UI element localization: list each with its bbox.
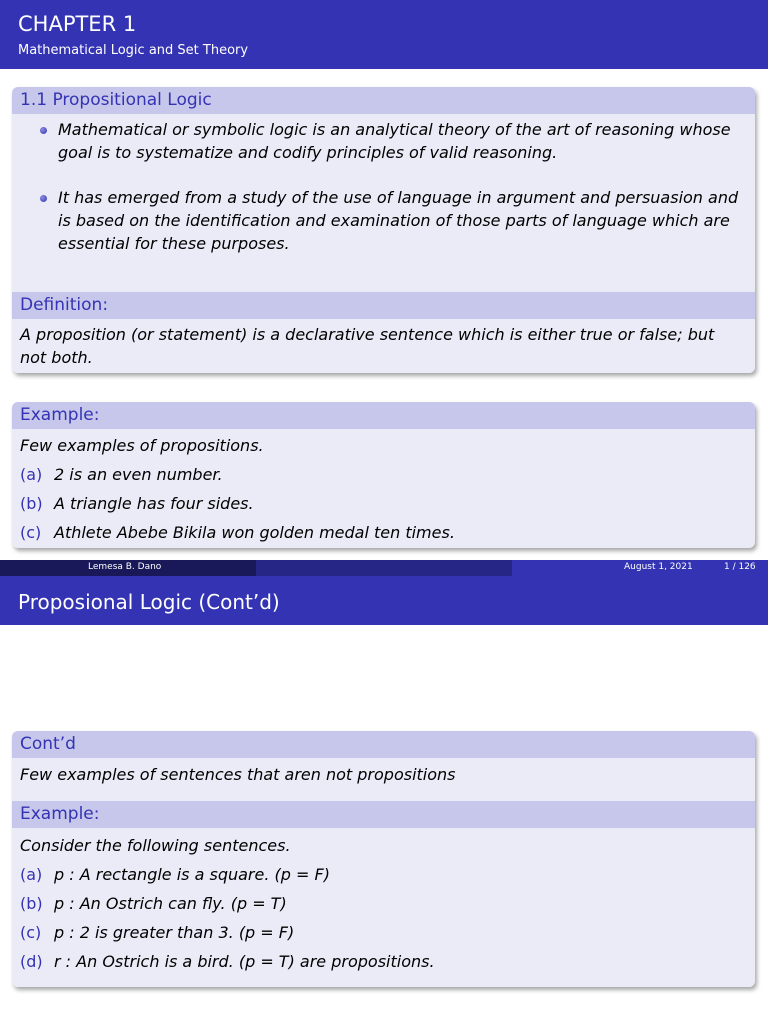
footer-author: Lemesa B. Dano xyxy=(88,562,162,572)
example-item: (b) A triangle has four sides. xyxy=(20,494,254,513)
bullet-item: It has emerged from a study of the use of language in argument and persuasion and is based on the identification and examination of those parts of language which are essential for these purposes. xyxy=(20,186,743,255)
contd-text: Few examples of sentences that aren not propositions xyxy=(20,765,456,784)
block-title: 1.1 Propositional Logic xyxy=(12,87,755,114)
definition-text: A proposition (or statement) is a declarative sentence which is either true or false; but not both. xyxy=(20,325,715,367)
footer-bar xyxy=(0,560,768,576)
bullet-icon xyxy=(40,195,47,202)
slide-2 xyxy=(0,576,768,1024)
propositional-logic-block xyxy=(12,87,755,373)
example-item: (a) 2 is an even number. xyxy=(20,465,223,484)
footer-page-number: 1 / 126 xyxy=(724,562,756,572)
example-item: (d) r : An Ostrich is a bird. (p = T) are propositions. xyxy=(20,952,435,971)
example-intro: Few examples of propositions. xyxy=(20,436,264,455)
example-item: (a) p : A rectangle is a square. (p = F) xyxy=(20,865,330,884)
frame-title-bar xyxy=(0,576,768,625)
example-intro: Consider the following sentences. xyxy=(20,836,291,855)
contd-block xyxy=(12,731,755,987)
frame-title-bar xyxy=(0,0,768,69)
chapter-title: CHAPTER 1 xyxy=(18,12,137,36)
example-title: Example: xyxy=(12,801,755,828)
bullet-icon xyxy=(40,127,47,134)
slide-title: Proposional Logic (Cont’d) xyxy=(18,590,280,614)
bullet-item: Mathematical or symbolic logic is an analytical theory of the art of reasoning whose goal is to systematize and codify principles of valid reasoning. xyxy=(20,118,743,164)
bullet-list xyxy=(20,118,743,255)
example-item: (c) Athlete Abebe Bikila won golden medal ten times. xyxy=(20,523,455,542)
example-block xyxy=(12,801,755,987)
definition-block xyxy=(12,292,755,373)
contd-title: Cont’d xyxy=(12,731,755,758)
chapter-subtitle: Mathematical Logic and Set Theory xyxy=(18,43,249,58)
example-block xyxy=(12,402,755,548)
footer-date: August 1, 2021 xyxy=(624,562,693,572)
example-title: Example: xyxy=(12,402,755,429)
example-item: (c) p : 2 is greater than 3. (p = F) xyxy=(20,923,295,942)
definition-title: Definition: xyxy=(12,292,755,319)
example-item: (b) p : An Ostrich can fly. (p = T) xyxy=(20,894,287,913)
